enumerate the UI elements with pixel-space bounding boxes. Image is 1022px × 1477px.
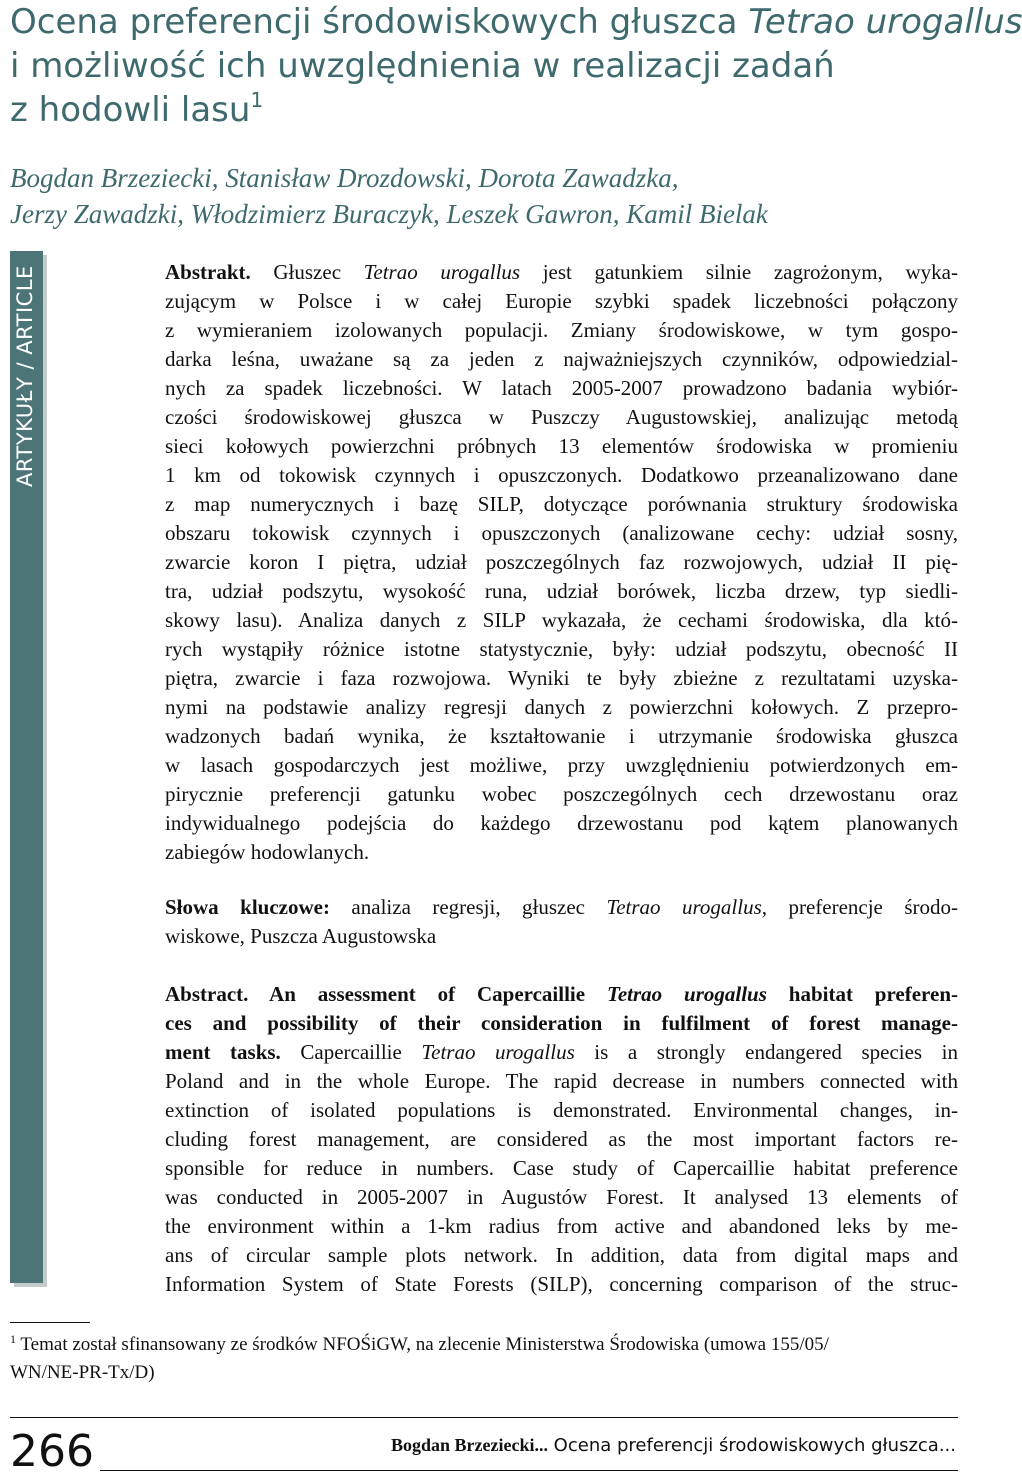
keywords-pl (165, 893, 958, 951)
abstract-pl-line: nymi na podstawie analizy regresji danych z powierzchni kołowych. Z przepro- (165, 695, 958, 719)
abstract-pl-line: tra, udział podszytu, wysokość runa, udział borówek, liczba drzew, typ siedli- (165, 579, 958, 603)
title-line-2: i możliwość ich uwzględnienia w realizacji zadań (10, 46, 835, 86)
running-head-title: Ocena preferencji środowiskowych głuszca... (547, 1435, 956, 1456)
abstract-pl-line: zabiegów hodowlanych. (165, 840, 370, 864)
title-species-name: Tetrao urogallus (748, 2, 1022, 42)
keywords-line: wiskowe, Puszcza Augustowska (165, 924, 437, 948)
abstract-pl-line: skowy lasu). Analiza danych z SILP wykazała, że cechami środowiska, dla któ- (165, 608, 958, 632)
article-title (10, 0, 1022, 132)
abstract-pl-line: nych za spadek liczebności. W latach 2005-2007 prowadzono badania wybiór- (165, 376, 958, 400)
footnote-line-2: WN/NE-PR-Tx/D) (10, 1362, 155, 1383)
footnote-text: Temat został sfinansowany ze środków NFOŚiGW, na zlecenie Ministerstwa Środowiska (umowa 155/05/ (16, 1334, 829, 1355)
abstract-pl-line: zwarcie koron I piętra, udział poszczególnych faz rozwojowych, udział II pię- (165, 550, 958, 574)
footnote-marker: 1 (10, 1332, 16, 1346)
abstract-en-title: ment tasks. (165, 1040, 281, 1064)
abstract-pl-line: piętra, zwarcie i faza rozwojowa. Wyniki te były zbieżne z rezultatami uzyska- (165, 666, 958, 690)
abstract-en-title: Abstract. An assessment of Capercaillie (165, 982, 607, 1006)
abstract-en-line: extinction of isolated populations is demonstrated. Environmental changes, in- (165, 1098, 958, 1122)
abstract-pl-line: darka leśna, uważane są za jeden z najważniejszych czynników, odpowiedzial- (165, 347, 958, 371)
running-head-authors: Bogdan Brzeziecki... (390, 1435, 548, 1455)
abstract-pl (165, 258, 958, 867)
title-footnote-marker[interactable]: 1 (250, 88, 264, 112)
species-name: Tetrao urogallus (421, 1040, 575, 1064)
abstract-en-line: sponsible for reduce in numbers. Case study of Capercaillie habitat preference (165, 1156, 958, 1180)
footer-underline (100, 1470, 958, 1471)
abstract-en-line: was conducted in 2005-2007 in Augustów Forest. It analysed 13 elements of (165, 1185, 958, 1209)
title-line-1 (10, 0, 1022, 44)
abstract-pl-line: wadzonych badań wynika, że kształtowanie i utrzymanie środowiska głuszca (165, 724, 958, 748)
abstract-text: Głuszec (250, 260, 364, 284)
abstract-pl-line: z map numerycznych i bazę SILP, dotyczące porównania struktury środowiska (165, 492, 958, 516)
footnote-line-1 (10, 1331, 958, 1359)
species-name: Tetrao urogallus (606, 982, 767, 1006)
abstract-pl-label: Abstrakt. (165, 260, 251, 284)
abstract-text: is a strongly endangered species in (574, 1040, 958, 1064)
abstract-pl-line: zującym w Polsce i w całej Europie szybki spadek liczebności połączony (165, 289, 958, 313)
abstract-pl-line: 1 km od tokowisk czynnych i opuszczonych. Dodatkowo przeanalizowano dane (165, 463, 958, 487)
species-name: Tetrao urogallus (606, 895, 762, 919)
abstract-en-line: ces and possibility of their consideration in fulfilment of forest manage- (165, 1011, 958, 1035)
author-list (10, 160, 955, 232)
abstract-text: Capercaillie (280, 1040, 422, 1064)
footnote (10, 1331, 958, 1387)
abstract-pl-line: rych wystąpiły różnice istotne statystycznie, były: udział podszytu, obecność II (165, 637, 958, 661)
authors-line-1: Bogdan Brzeziecki, Stanisław Drozdowski, Dorota Zawadzka, (10, 163, 679, 193)
abstract-pl-line: obszaru tokowisk czynnych i opuszczonych (analizowane cechy: udział sosny, (165, 521, 958, 545)
abstract-pl-line: czości środowiskowej głuszca w Puszczy Augustowskiej, analizując metodą (165, 405, 958, 429)
footer-divider (10, 1417, 958, 1418)
abstract-en-line (165, 1038, 958, 1067)
footnote-divider (10, 1322, 90, 1323)
abstract-pl-line: indywidualnego podejścia do każdego drzewostanu pod kątem planowanych (165, 811, 958, 835)
abstract-en-line: ans of circular sample plots network. In addition, data from digital maps and (165, 1243, 958, 1267)
abstract-pl-line: w lasach gospodarczych jest możliwe, przy uwzględnieniu potwierdzonych em- (165, 753, 958, 777)
keywords-line (165, 893, 958, 922)
abstract-text: jest gatunkiem silnie zagrożonym, wyka- (520, 260, 958, 284)
abstract-pl-line: pirycznie preferencji gatunku wobec poszczególnych cech drzewostanu oraz (165, 782, 958, 806)
keywords-text: , preferencje środo- (761, 895, 959, 919)
keywords-label: Słowa kluczowe: (165, 895, 330, 919)
article-type-label: ARTYKUŁY / ARTICLE (13, 265, 37, 487)
abstract-en-line: the environment within a 1-km radius from active and abandoned leks by me- (165, 1214, 958, 1238)
running-head (391, 1433, 956, 1458)
abstract-en-title: habitat preferen- (766, 982, 958, 1006)
abstract-pl-line (165, 258, 958, 287)
title-text: z hodowli lasu (10, 90, 251, 130)
page-number: 266 (10, 1426, 94, 1477)
abstract-en-line: Poland and in the whole Europe. The rapid decrease in numbers connected with (165, 1069, 958, 1093)
abstract-pl-line: sieci kołowych powierzchni próbnych 13 elementów środowiska w promieniu (165, 434, 958, 458)
keywords-text: analiza regresji, głuszec (329, 895, 607, 919)
abstract-pl-line: z wymieraniem izolowanych populacji. Zmiany środowiskowe, w tym gospo- (165, 318, 958, 342)
abstract-en (165, 980, 958, 1299)
title-line-3 (10, 88, 955, 132)
abstract-en-line: cluding forest management, are considered as the most important factors re- (165, 1127, 958, 1151)
title-text: Ocena preferencji środowiskowych głuszca (10, 2, 749, 42)
abstract-en-line: Information System of State Forests (SILP), concerning comparison of the struc- (165, 1272, 958, 1296)
authors-line-2: Jerzy Zawadzki, Włodzimierz Buraczyk, Leszek Gawron, Kamil Bielak (10, 199, 768, 229)
species-name: Tetrao urogallus (363, 260, 521, 284)
abstract-en-line (165, 980, 958, 1009)
